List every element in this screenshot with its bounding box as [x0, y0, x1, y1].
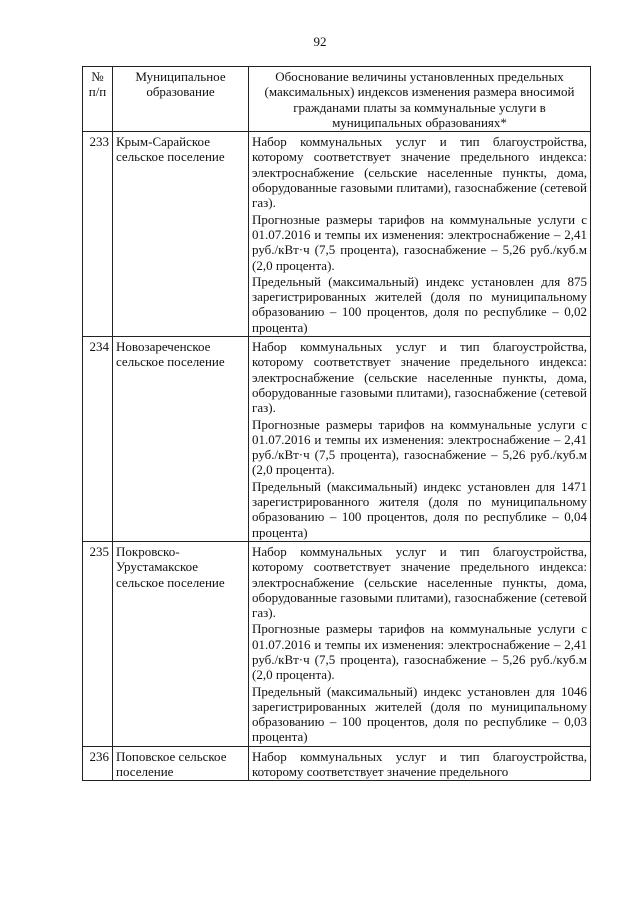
row-justification — [249, 746, 591, 781]
table-row — [83, 541, 591, 746]
tariffs-paragraph: Прогнозные размеры тарифов на коммунальные услуги с 01.07.2016 и темпы их изменения: электроснабжение – 2,41 руб./кВт·ч (7,5 процента), газоснабжение – 5,26 руб./куб.м (2,0 процента). — [252, 416, 587, 478]
row-number: 236 — [83, 746, 113, 781]
header-number: № п/п — [83, 67, 113, 132]
row-number: 233 — [83, 132, 113, 337]
services-paragraph: Набор коммунальных услуг и тип благоустройства, которому соответствует значение предельного индекса: электроснабжение (сельские населенные пункты, дома, оборудованные газовыми плитами), газоснабжение (сетевой газ). — [252, 543, 587, 621]
header-municipality: Муниципальное образование — [113, 67, 249, 132]
services-paragraph: Набор коммунальных услуг и тип благоустройства, которому соответствует значение предельного — [252, 748, 587, 780]
row-number: 235 — [83, 541, 113, 746]
header-justification: Обоснование величины установленных предельных (максимальных) индексов изменения размера вносимой гражданами платы за коммунальные услуги в муниципальных образованиях* — [249, 67, 591, 132]
row-municipality: Поповское сельское поселение — [113, 746, 249, 781]
residents-paragraph: Предельный (максимальный) индекс установлен для 1046 зарегистрированных жителей (доля по муниципальному образованию – 100 процентов, доля по республике – 0,03 процента) — [252, 683, 587, 745]
row-justification — [249, 541, 591, 746]
table-row — [83, 746, 591, 781]
row-municipality: Крым-Сарайское сельское поселение — [113, 132, 249, 337]
page-number: 92 — [313, 34, 327, 49]
services-paragraph: Набор коммунальных услуг и тип благоустройства, которому соответствует значение предельного индекса: электроснабжение (сельские населенные пункты, дома, оборудованные газовыми плитами), газоснабжение (сетевой газ). — [252, 134, 587, 211]
table-row — [83, 337, 591, 542]
row-justification — [249, 132, 591, 337]
table-row — [83, 132, 591, 337]
row-municipality: Новозареченское сельское поселение — [113, 337, 249, 542]
table-header-row — [83, 67, 591, 132]
row-number: 234 — [83, 337, 113, 542]
row-justification — [249, 337, 591, 542]
tariffs-paragraph: Прогнозные размеры тарифов на коммунальные услуги с 01.07.2016 и темпы их изменения: электроснабжение – 2,41 руб./кВт·ч (7,5 процента), газоснабжение – 5,26 руб./куб.м (2,0 процента). — [252, 621, 587, 683]
tariff-index-table — [82, 66, 591, 781]
tariffs-paragraph: Прогнозные размеры тарифов на коммунальные услуги с 01.07.2016 и темпы их изменения: электроснабжение – 2,41 руб./кВт·ч (7,5 процента), газоснабжение – 5,26 руб./куб.м (2,0 процента). — [252, 211, 587, 273]
residents-paragraph: Предельный (максимальный) индекс установлен для 1471 зарегистрированного жителя (доля по муниципальному образованию – 100 процентов, доля по республике – 0,04 процента) — [252, 478, 587, 540]
residents-paragraph: Предельный (максимальный) индекс установлен для 875 зарегистрированных жителей (доля по муниципальному образованию – 100 процентов, доля по республике – 0,02 процента) — [252, 273, 587, 335]
row-municipality: Покровско-Урустамакское сельское поселение — [113, 541, 249, 746]
services-paragraph: Набор коммунальных услуг и тип благоустройства, которому соответствует значение предельного индекса: электроснабжение (сельские населенные пункты, дома, оборудованные газовыми плитами), газоснабжение (сетевой газ). — [252, 339, 587, 416]
